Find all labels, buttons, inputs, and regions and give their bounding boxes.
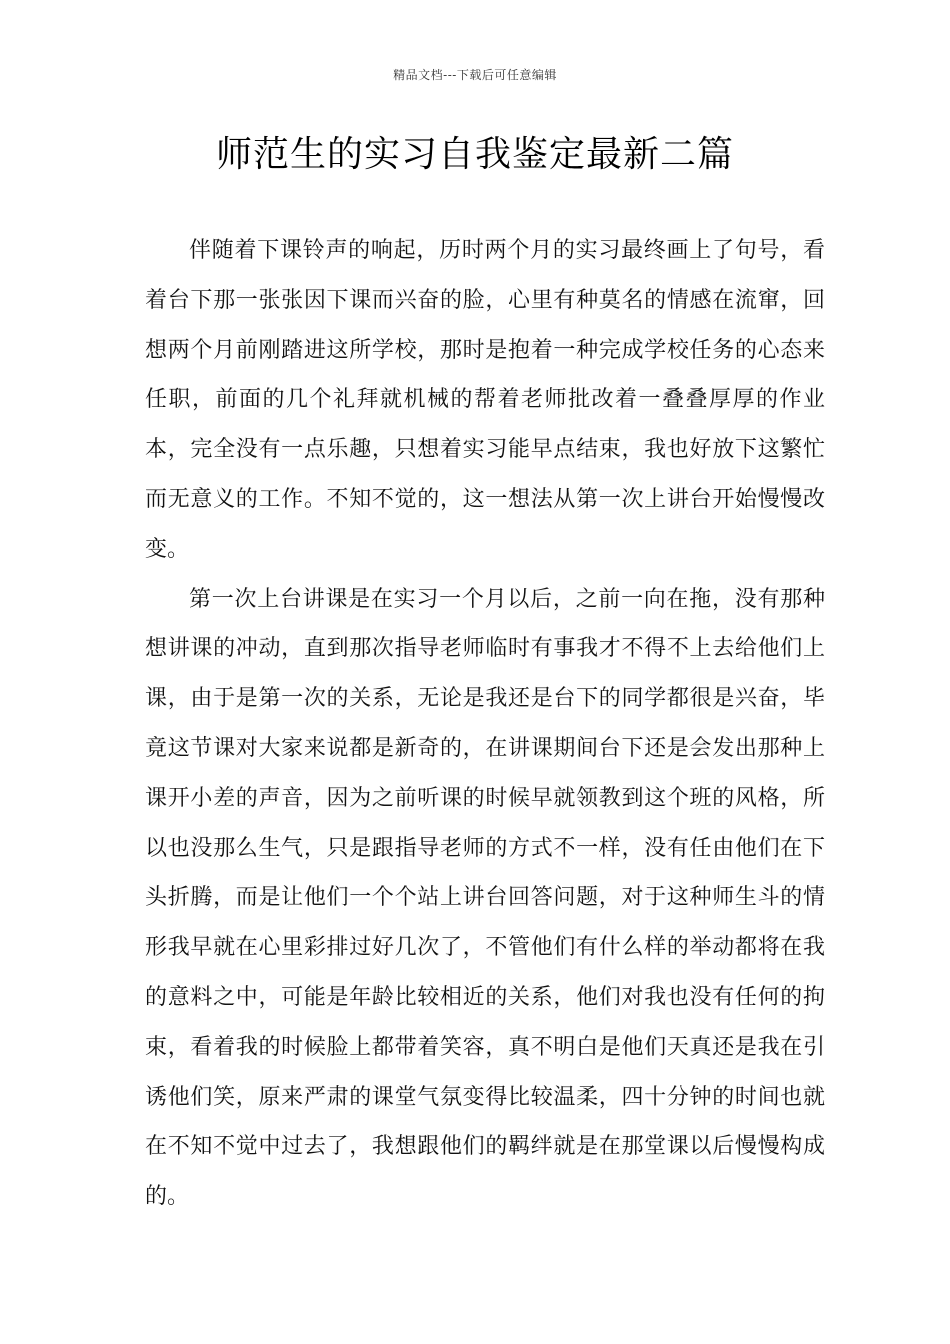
paragraph-2: 第一次上台讲课是在实习一个月以后，之前一向在拖，没有那种想讲课的冲动，直到那次指导老师临时有事我才不得不上去给他们上课，由于是第一次的关系，无论是我还是台下的同学都很是兴奋，毕竟这节课对大家来说都是新奇的，在讲课期间台下还是会发出那种上课开小差的声音，因为之前听课的时候早就领教到这个班的风格，所以也没那么生气，只是跟指导老师的方式不一样，没有任由他们在下头折腾，而是让他们一个个站上讲台回答问题，对于这种师生斗的情形我早就在心里彩排过好几次了，不管他们有什么样的举动都将在我的意料之中，可能是年龄比较相近的关系，他们对我也没有任何的拘束，看着我的时候脸上都带着笑容，真不明白是他们天真还是我在引诱他们笑，原来严肃的课堂气氛变得比较温柔，四十分钟的时间也就在不知不觉中过去了，我想跟他们的羁绊就是在那堂课以后慢慢构成的。 bbox=[145, 586, 825, 1210]
document-title: 师范生的实习自我鉴定最新二篇 bbox=[215, 134, 734, 175]
document-body bbox=[145, 226, 825, 1222]
paragraph-1: 伴随着下课铃声的响起，历时两个月的实习最终画上了句号，看着台下那一张张因下课而兴奋的脸，心里有种莫名的情感在流窜，回想两个月前刚踏进这所学校，那时是抱着一种完成学校任务的心态来任职，前面的几个礼拜就机械的帮着老师批改着一叠叠厚厚的作业本，完全没有一点乐趣，只想着实习能早点结束，我也好放下这繁忙而无意义的工作。不知不觉的，这一想法从第一次上讲台开始慢慢改变。 bbox=[145, 238, 825, 562]
page-header-note: 精品文档---下载后可任意编辑 bbox=[393, 68, 557, 82]
